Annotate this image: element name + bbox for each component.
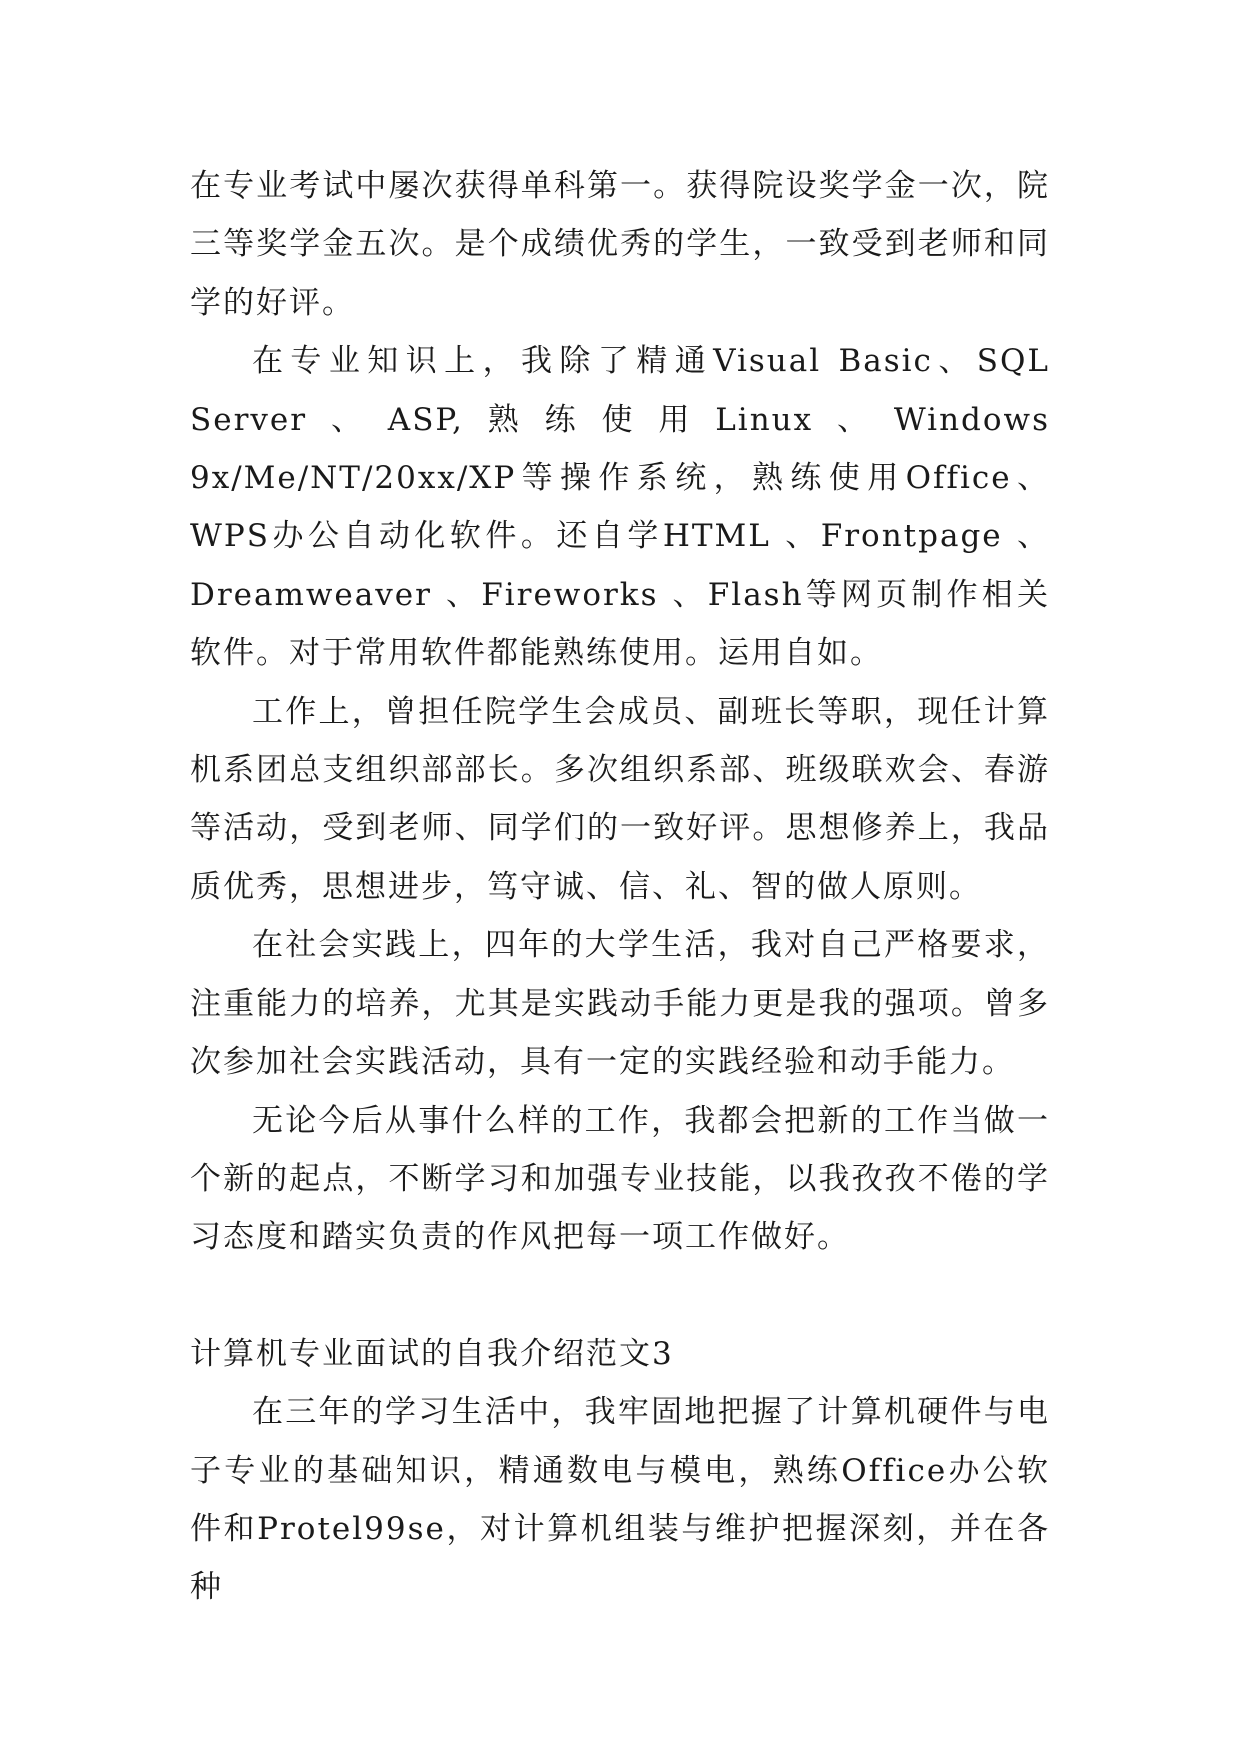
paragraph-practice: 在社会实践上，四年的大学生活，我对自己严格要求，注重能力的培养，尤其是实践动手能力更是我的强项。曾多次参加社会实践活动，具有一定的实践经验和动手能力。 [190, 927, 1050, 1081]
section-heading: 计算机专业面试的自我介绍范文3 [190, 1335, 674, 1372]
paragraph-future: 无论今后从事什么样的工作，我都会把新的工作当做一个新的起点，不断学习和加强专业技能，以我孜孜不倦的学习态度和踏实负责的作风把每一项工作做好。 [190, 1102, 1050, 1256]
paragraph-awards: 在专业考试中屡次获得单科第一。获得院设奖学金一次，院三等奖学金五次。是个成绩优秀的学生，一致受到老师和同学的好评。 [190, 168, 1050, 321]
paragraph-skills: 在专业知识上，我除了精通Visual Basic、SQL Server、ASP,熟练使用Linux、Windows 9x/Me/NT/20xx/XP等操作系统，熟练使用Office、WPS办公自动化软件。还自学HTML 、Frontpage 、Dreamweaver 、Fireworks 、Flash等网页制作相关软件。对于常用软件都能熟练使用。运用自如。 [190, 343, 1050, 672]
paragraph-work: 工作上，曾担任院学生会成员、副班长等职，现任计算机系团总支组织部部长。多次组织系部、班级联欢会、春游等活动，受到老师、同学们的一致好评。思想修养上，我品质优秀，思想进步，笃守诚、信、礼、智的做人原则。 [190, 693, 1050, 905]
document-body [190, 157, 1050, 1617]
paragraph-study: 在三年的学习生活中，我牢固地把握了计算机硬件与电子专业的基础知识，精通数电与模电，熟练Office办公软件和Protel99se，对计算机组装与维护把握深刻，并在各种 [190, 1394, 1050, 1606]
